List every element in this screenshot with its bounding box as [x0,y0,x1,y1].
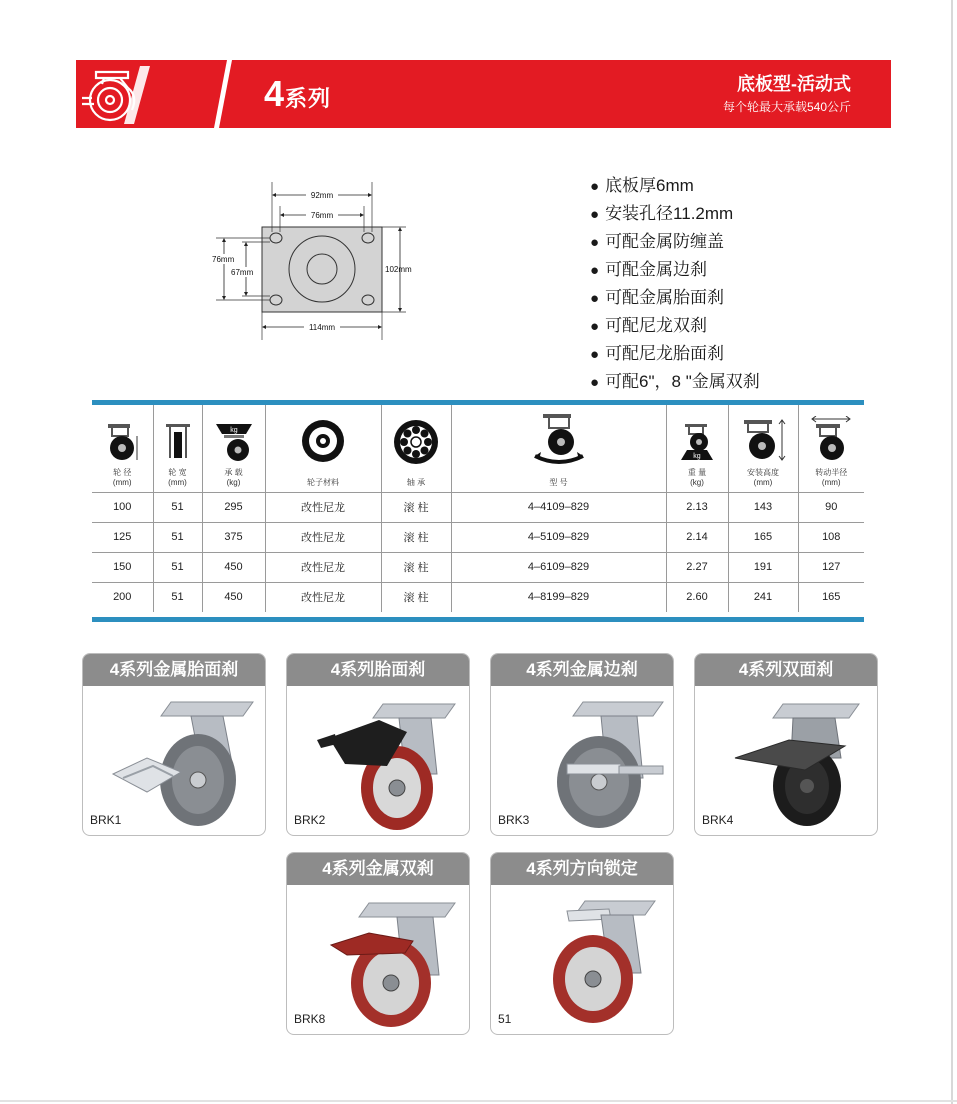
cell-width: 51 [153,582,202,612]
feature-item: ● 可配尼龙胎面刹 [590,340,760,368]
table-top-bar [92,400,864,405]
cell-load: 295 [202,492,265,522]
cell-material: 改性尼龙 [265,522,381,552]
header-unit: (mm) [112,477,132,487]
feature-item: ● 可配尼龙双刹 [590,312,760,340]
feature-item: ● 安装孔径11.2mm [590,200,760,228]
banner-divider [214,60,232,128]
cell-diameter: 125 [92,522,153,552]
swivel-caster-icon [529,412,589,468]
feature-list [590,172,760,396]
caster-direction-lock-image [491,887,674,1035]
header-unit: (mm) [821,477,841,487]
cell-model: 4–4109–829 [451,492,666,522]
feature-item: ● 可配金属防缠盖 [590,228,760,256]
product-title: 4系列胎面刹 [287,654,469,686]
caster-logo-icon [82,62,152,126]
header-model [451,400,666,492]
feature-item: ● 可配金属边刹 [590,256,760,284]
cell-load: 375 [202,522,265,552]
wheel-diameter-icon [104,422,140,462]
feature-item: ● 底板厚6mm [590,172,760,200]
cell-width: 51 [153,522,202,552]
series-suffix: 系列 [285,86,332,111]
dim-inner-height-left: 67mm [231,268,254,277]
header-label: 型 号 [549,477,568,487]
product-title: 4系列金属双刹 [287,853,469,885]
bearing-icon [392,418,440,466]
header-load-capacity [202,400,265,492]
dim-plate-height: 102mm [385,265,412,274]
product-title: 4系列金属胎面刹 [83,654,265,686]
product-code: BRK8 [294,1012,326,1026]
feature-item: ● 可配6"，8 "金属双刹 [590,368,760,396]
cell-radius: 165 [822,591,841,604]
header-wheel-diameter [92,400,153,492]
cell-radius: 127 [798,552,864,582]
spec-table [92,400,864,612]
cell-radius: 108 [798,522,864,552]
header-unit: (mm) [168,477,187,487]
cell-diameter: 150 [92,552,153,582]
header-wheel-material [265,400,381,492]
table-bottom-bar [92,617,864,622]
icon-label: kg [229,426,238,434]
dim-outer-height-left: 76mm [212,255,235,264]
mounting-height-icon [738,418,788,462]
table-row [92,582,864,612]
spec-table-header-row [92,400,864,492]
load-capacity-icon [212,422,256,462]
header-label: 轮 宽 [168,467,187,477]
product-title: 4系列双面刹 [695,654,877,686]
product-card-brk1[interactable] [82,653,266,836]
table-row [92,522,864,552]
icon-label: kg [693,452,701,460]
cell-bearing: 滚 柱 [381,492,451,522]
wheel-width-icon [163,422,193,462]
header-label: 轴 承 [406,477,426,487]
series-banner [76,60,891,128]
product-card-brk8[interactable] [286,852,470,1035]
product-code: 51 [498,1012,512,1026]
cell-model: 4–6109–829 [451,552,666,582]
product-card-brk2[interactable] [286,653,470,836]
page-bottom-line [0,1100,957,1102]
cell-height: 165 [728,522,798,552]
header-label: 重 量 [687,467,707,477]
cell-height: 143 [728,492,798,522]
cell-height: 241 [728,582,798,612]
header-label: 承 载 [224,467,243,477]
dim-inner-width: 76mm [310,211,334,220]
header-wheel-width [153,400,202,492]
cell-weight: 2.60 [666,582,728,612]
cell-load: 450 [202,552,265,582]
type-title: 底板型-活动式 [737,74,851,94]
header-unit: (mm) [753,477,773,487]
swivel-radius-icon [808,416,854,462]
series-title [264,72,331,121]
max-load-text: 每个轮最大承载540公斤 [722,100,851,114]
cell-material: 改性尼龙 [265,492,381,522]
header-mounting-height [728,400,798,492]
product-code: BRK1 [90,813,122,827]
cell-bearing: 滚 柱 [381,522,451,552]
cell-bearing: 滚 柱 [381,552,451,582]
cell-diameter: 100 [92,492,153,522]
product-card-brk4[interactable] [694,653,878,836]
banner-right-block [723,72,851,116]
cell-load: 450 [202,582,265,612]
cell-weight: 2.13 [666,492,728,522]
header-label: 安装高度 [747,467,779,477]
table-row [92,552,864,582]
cell-width: 51 [153,552,202,582]
cell-radius: 90 [798,492,864,522]
header-label: 转动半径 [815,467,848,477]
cell-width: 51 [153,492,202,522]
cell-material: 改性尼龙 [265,552,381,582]
product-card-51[interactable] [490,852,674,1035]
header-label: 轮子材料 [307,477,339,487]
header-swivel-radius [798,400,864,492]
cell-height: 191 [728,552,798,582]
page-edge-line [951,0,953,1104]
wheel-material-icon [300,418,346,464]
header-weight [666,400,728,492]
series-number: 4 [264,73,286,114]
product-code: BRK2 [294,813,326,827]
cell-model: 4–8199–829 [451,582,666,612]
dim-outer-width: 92mm [310,191,334,200]
header-unit: (kg) [690,477,704,487]
cell-weight: 2.27 [666,552,728,582]
header-unit: (kg) [226,477,241,487]
weight-icon [677,422,717,462]
product-card-brk3[interactable] [490,653,674,836]
product-title: 4系列金属边刹 [491,654,673,686]
dim-plate-width: 114mm [308,323,336,332]
product-title: 4系列方向锁定 [491,853,673,885]
cell-weight: 2.14 [666,522,728,552]
mounting-plate-drawing [210,180,430,345]
cell-diameter: 200 [92,582,153,612]
cell-material: 改性尼龙 [265,582,381,612]
table-row [92,492,864,522]
header-label: 轮 径 [113,467,132,477]
product-code: BRK3 [498,813,530,827]
feature-item: ● 可配金属胎面刹 [590,284,760,312]
cell-bearing: 滚 柱 [381,582,451,612]
cell-model: 4–5109–829 [451,522,666,552]
product-code: BRK4 [702,813,734,827]
header-bearing [381,400,451,492]
